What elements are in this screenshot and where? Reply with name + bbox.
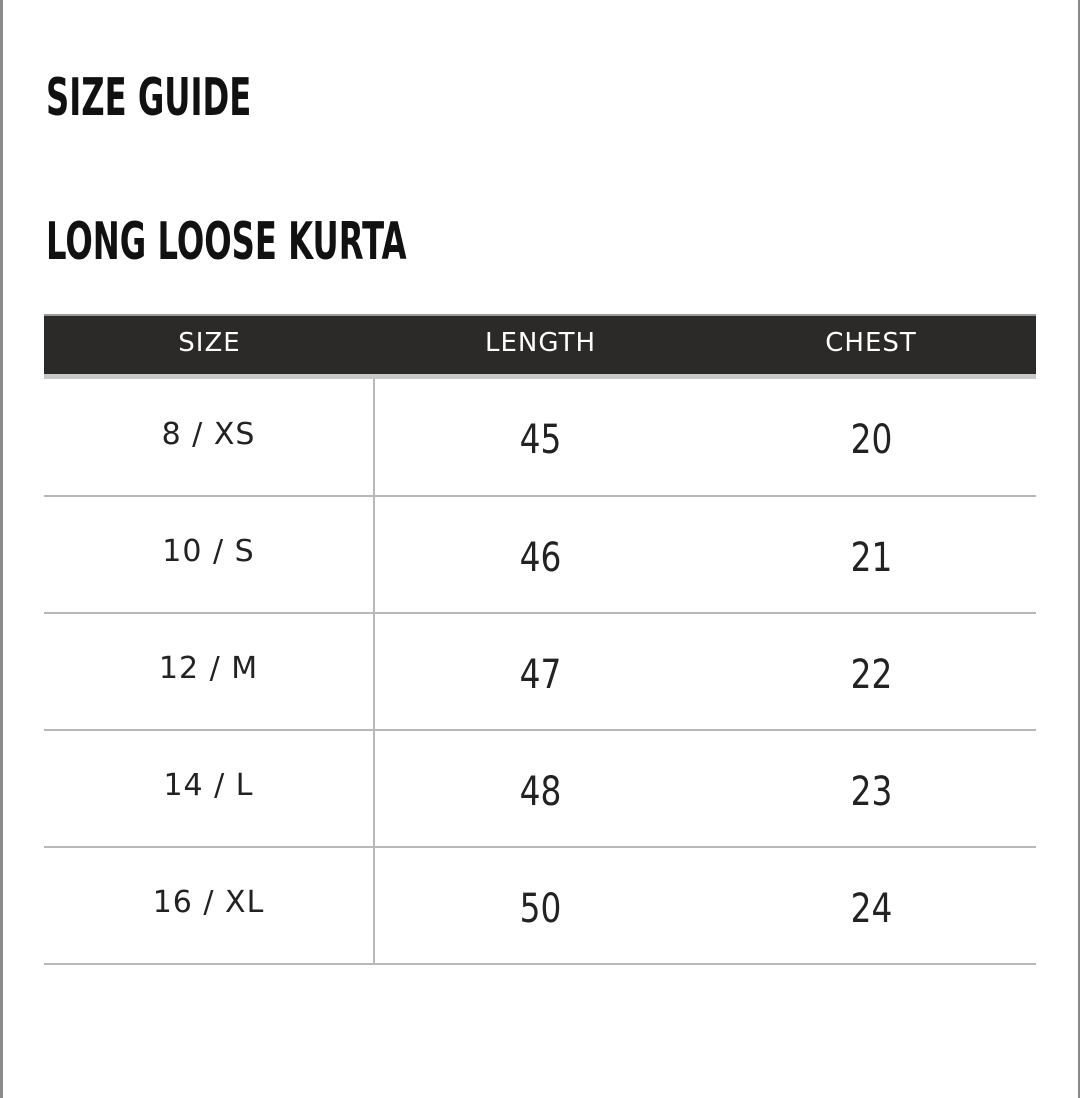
- length-cell: [375, 379, 706, 495]
- length-value: 46: [519, 534, 562, 581]
- length-value: 45: [519, 417, 562, 463]
- chest-cell: [706, 731, 1036, 846]
- size-cell: 10 / S: [44, 497, 375, 612]
- table-row: [44, 497, 1036, 614]
- chest-value: 24: [850, 885, 892, 932]
- header-length: LENGTH: [484, 328, 596, 358]
- size-guide-title: SIZE GUIDE: [46, 68, 252, 128]
- header-chest: CHEST: [825, 328, 917, 358]
- chest-value: 22: [850, 651, 892, 698]
- product-title: LONG LOOSE KURTA: [46, 212, 407, 272]
- header-size: SIZE: [178, 328, 241, 358]
- chest-value: 21: [850, 534, 892, 581]
- length-value: 47: [519, 651, 562, 698]
- size-table: [44, 314, 1036, 965]
- length-cell: [375, 731, 706, 846]
- chest-value: 20: [850, 417, 892, 463]
- table-row: [44, 379, 1036, 497]
- length-cell: [375, 497, 706, 612]
- chest-cell: [706, 614, 1036, 729]
- size-cell: 8 / XS: [44, 379, 375, 495]
- table-header: [44, 314, 1036, 379]
- length-value: 48: [519, 768, 562, 815]
- size-cell: 14 / L: [44, 731, 375, 846]
- table-row: [44, 614, 1036, 731]
- size-cell: 16 / XL: [44, 848, 375, 963]
- length-cell: [375, 848, 706, 963]
- length-value: 50: [519, 885, 562, 932]
- table-row: [44, 848, 1036, 965]
- size-cell: 12 / M: [44, 614, 375, 729]
- chest-cell: [706, 848, 1036, 963]
- left-border: [0, 0, 3, 1098]
- table-row: [44, 731, 1036, 848]
- length-cell: [375, 614, 706, 729]
- chest-cell: [706, 379, 1036, 495]
- chest-value: 23: [850, 768, 892, 815]
- chest-cell: [706, 497, 1036, 612]
